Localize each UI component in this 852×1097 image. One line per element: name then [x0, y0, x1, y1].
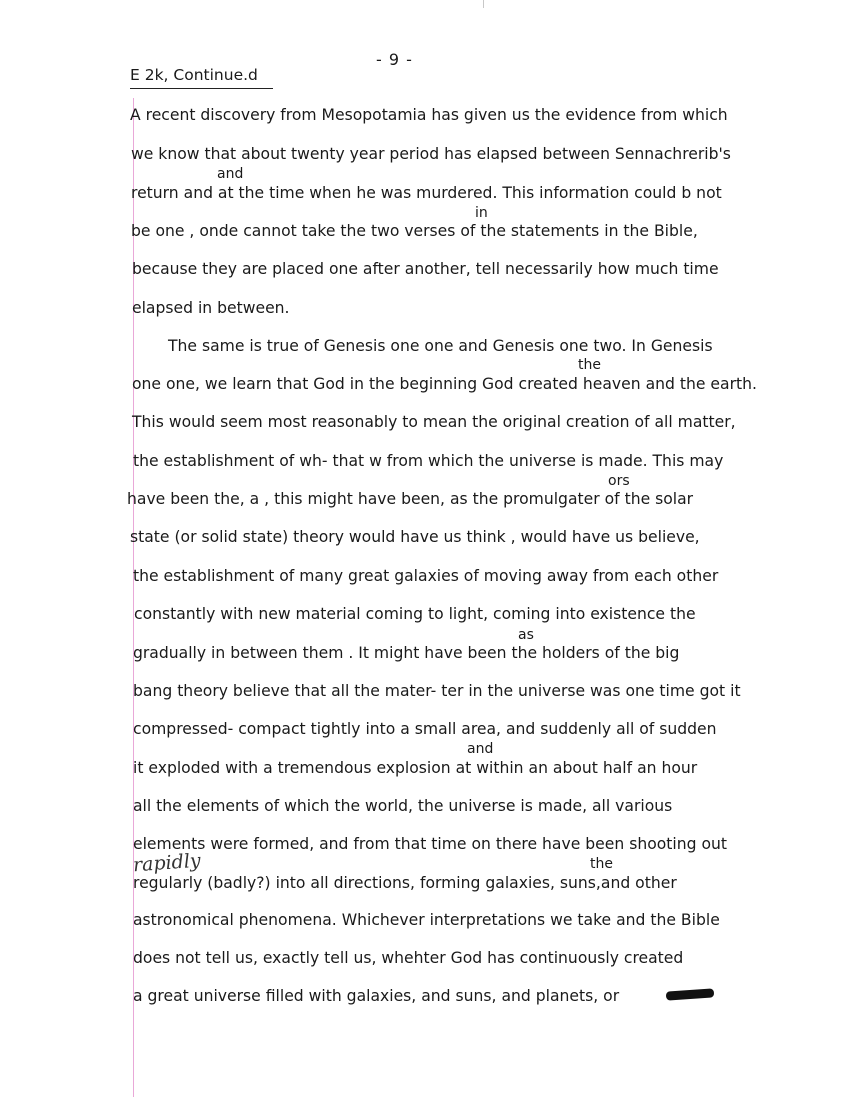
body-line: constantly with new material coming to light, coming into existence the — [134, 605, 696, 623]
body-line: astronomical phenomena. Whichever interpretations we take and the Bible — [133, 911, 720, 929]
interlinear-insertion: ors — [608, 473, 630, 489]
top-tick — [483, 0, 484, 8]
body-line: gradually in between them . It might have been the holders of the big — [133, 644, 680, 662]
body-line: The same is true of Genesis one one and Genesis one two. In Genesis — [168, 337, 713, 355]
body-line: all the elements of which the world, the universe is made, all various — [133, 797, 673, 815]
body-line: a great universe filled with galaxies, and suns, and planets, or — [133, 987, 620, 1005]
body-line: we know that about twenty year period has elapsed between Sennachrerib's — [131, 145, 731, 163]
interlinear-insertion: and — [217, 166, 244, 182]
body-line: This would seem most reasonably to mean the original creation of all matter, — [132, 413, 736, 431]
interlinear-insertion: and — [467, 741, 494, 757]
body-line: return and at the time when he was murdered. This information could b not — [131, 184, 722, 202]
handwritten-correction: rapidly — [132, 849, 202, 877]
body-line: elements were formed, and from that time on there have been shooting out — [133, 835, 728, 853]
body-line: state (or solid state) theory would have us think , would have us believe, — [130, 528, 700, 546]
body-line: elapsed in between. — [132, 299, 290, 317]
body-line: be one , onde cannot take the two verses of the statements in the Bible, — [131, 222, 698, 240]
body-line: because they are placed one after another, tell necessarily how much time — [132, 260, 719, 278]
interlinear-insertion: in — [475, 205, 488, 221]
body-line: regularly (badly?) into all directions, forming galaxies, suns,and other — [133, 874, 677, 892]
body-line: does not tell us, exactly tell us, whehter God has continuously created — [133, 949, 684, 967]
body-line: compressed- compact tightly into a small area, and suddenly all of sudden — [133, 720, 717, 738]
body-line: it exploded with a tremendous explosion at within an about half an hour — [133, 759, 698, 777]
body-line: one one, we learn that God in the beginning God created heaven and the earth. — [132, 375, 757, 393]
header-underline — [130, 88, 273, 89]
interlinear-insertion: as — [518, 627, 534, 643]
ink-scribble — [666, 988, 715, 1000]
page-number: - 9 - — [376, 50, 413, 69]
interlinear-insertion: the — [590, 856, 613, 872]
body-line: the establishment of wh- that w from which the universe is made. This may — [133, 452, 724, 470]
section-header: E 2k, Continue.d — [130, 66, 258, 84]
interlinear-insertion: the — [578, 357, 601, 373]
margin-rule — [133, 98, 134, 1097]
body-line: bang theory believe that all the mater- ter in the universe was one time got it — [133, 682, 741, 700]
body-line: A recent discovery from Mesopotamia has given us the evidence from which — [130, 106, 728, 124]
body-line: the establishment of many great galaxies of moving away from each other — [133, 567, 719, 585]
body-line: have been the, a , this might have been, as the promulgater of the solar — [127, 490, 694, 508]
